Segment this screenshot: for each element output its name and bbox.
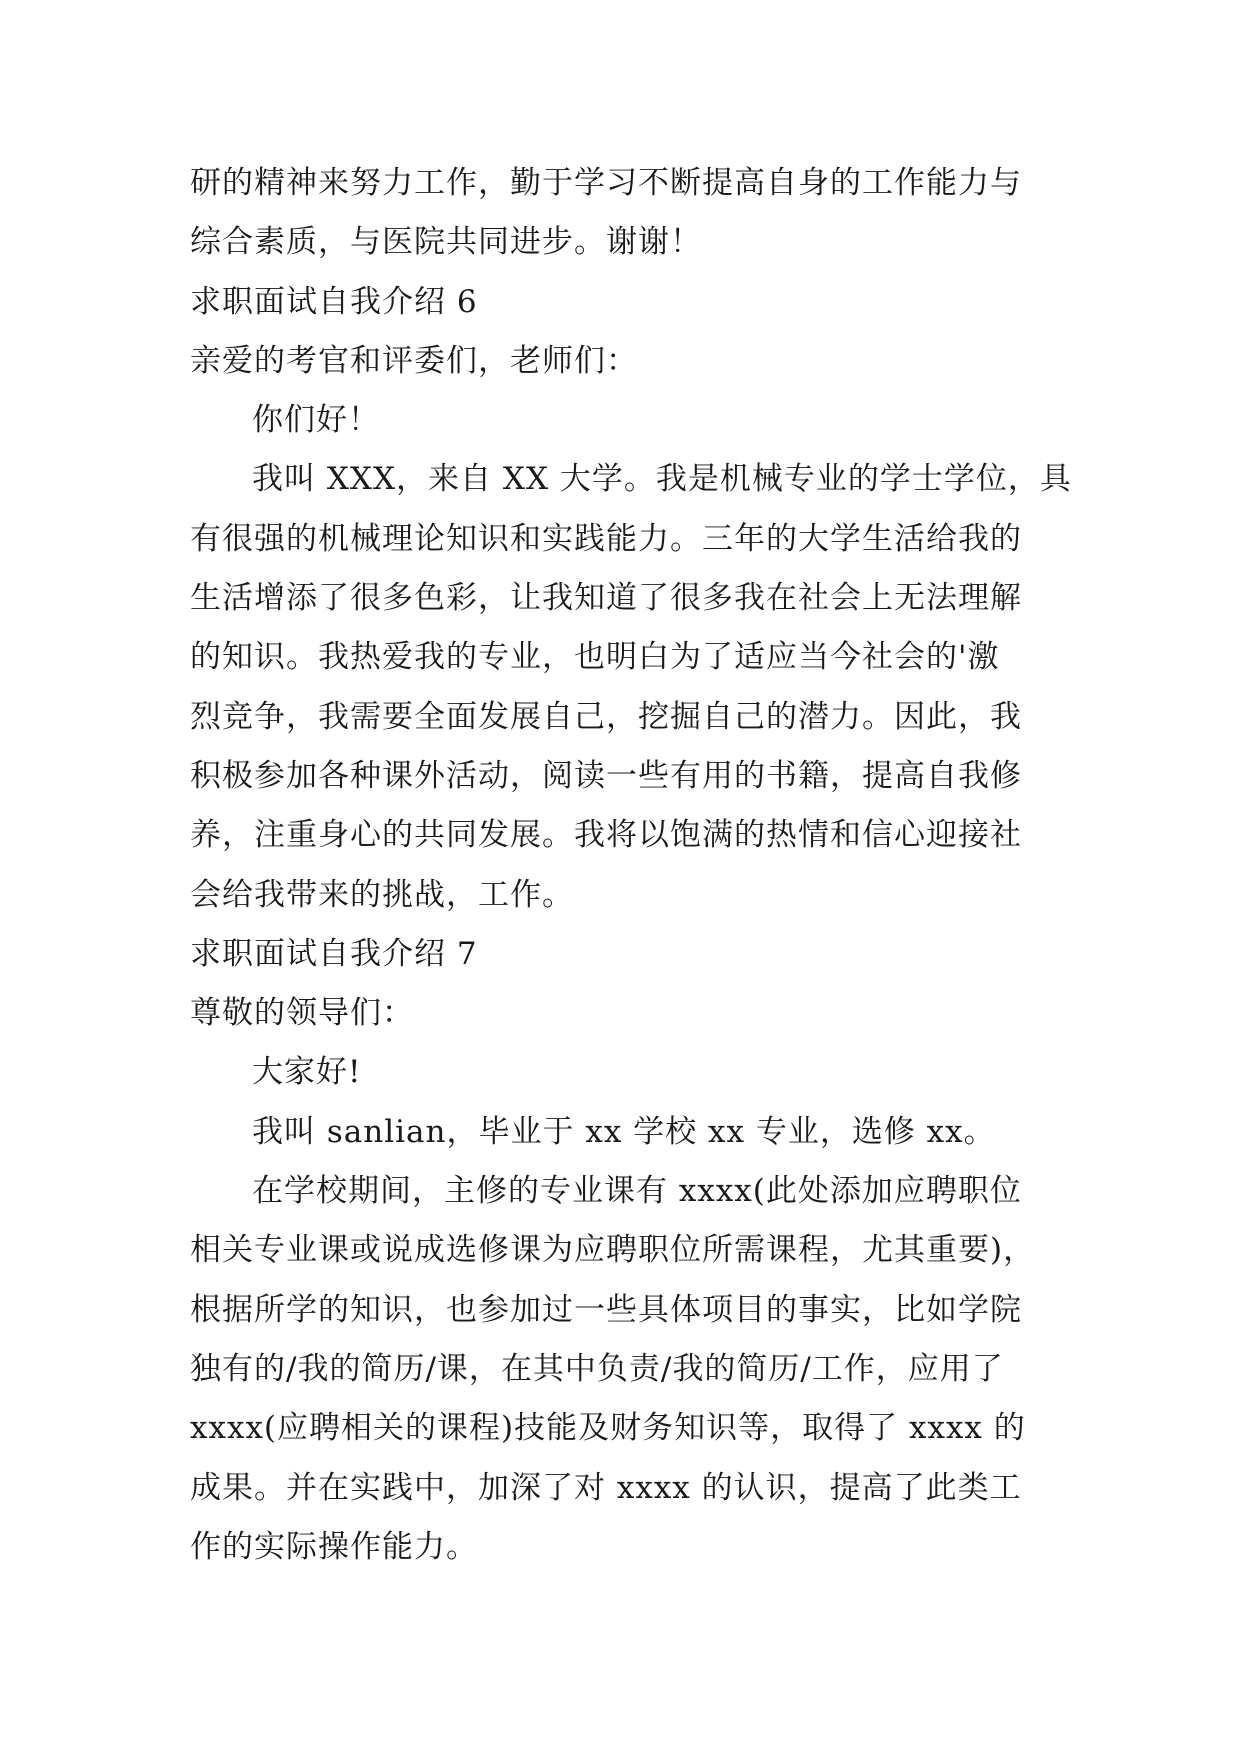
paragraph-line: 成果。并在实践中，加深了对 xxxx 的认识，提高了此类工	[190, 1469, 1022, 1506]
paragraph-line: 会给我带来的挑战，工作。	[190, 876, 574, 913]
document-body	[190, 154, 1070, 1577]
paragraph-line: 有很强的机械理论知识和实践能力。三年的大学生活给我的	[190, 520, 1022, 557]
paragraph-line: xxxx(应聘相关的课程)技能及财务知识等，取得了 xxxx 的	[190, 1410, 1026, 1447]
paragraph-line: 在学校期间，主修的专业课有 xxxx(此处添加应聘职位	[252, 1173, 1022, 1210]
paragraph-line: 作的实际操作能力。	[190, 1528, 478, 1565]
paragraph-line: 烈竞争，我需要全面发展自己，挖掘自己的潜力。因此，我	[190, 698, 1022, 735]
salutation: 亲爱的考官和评委们，老师们：	[190, 342, 638, 379]
paragraph-line: 养，注重身心的共同发展。我将以饱满的热情和信心迎接社	[190, 817, 1022, 854]
greeting: 大家好!	[252, 1054, 362, 1091]
greeting: 你们好！	[252, 402, 380, 439]
paragraph-line: 生活增添了很多色彩，让我知道了很多我在社会上无法理解	[190, 580, 1022, 617]
paragraph-line: 综合素质，与医院共同进步。谢谢！	[190, 224, 702, 261]
section-heading: 求职面试自我介绍 6	[190, 283, 478, 320]
paragraph-line: 我叫 sanlian，毕业于 xx 学校 xx 专业，选修 xx。	[252, 1113, 996, 1150]
paragraph-line: 相关专业课或说成选修课为应聘职位所需课程，尤其重要)，	[190, 1232, 1036, 1269]
paragraph-line: 根据所学的知识，也参加过一些具体项目的事实，比如学院	[190, 1291, 1022, 1328]
paragraph-line: 的知识。我热爱我的专业，也明白为了适应当今社会的'激	[190, 639, 1000, 676]
salutation: 尊敬的领导们：	[190, 995, 414, 1032]
paragraph-line: 研的精神来努力工作，勤于学习不断提高自身的工作能力与	[190, 165, 1022, 201]
section-heading: 求职面试自我介绍 7	[190, 935, 478, 972]
paragraph-line: 独有的/我的简历/课，在其中负责/我的简历/工作，应用了	[190, 1350, 1004, 1387]
paragraph-line: 积极参加各种课外活动，阅读一些有用的书籍，提高自我修	[190, 757, 1022, 794]
paragraph-line: 我叫 XXX，来自 XX 大学。我是机械专业的学士学位，具	[252, 461, 1072, 498]
